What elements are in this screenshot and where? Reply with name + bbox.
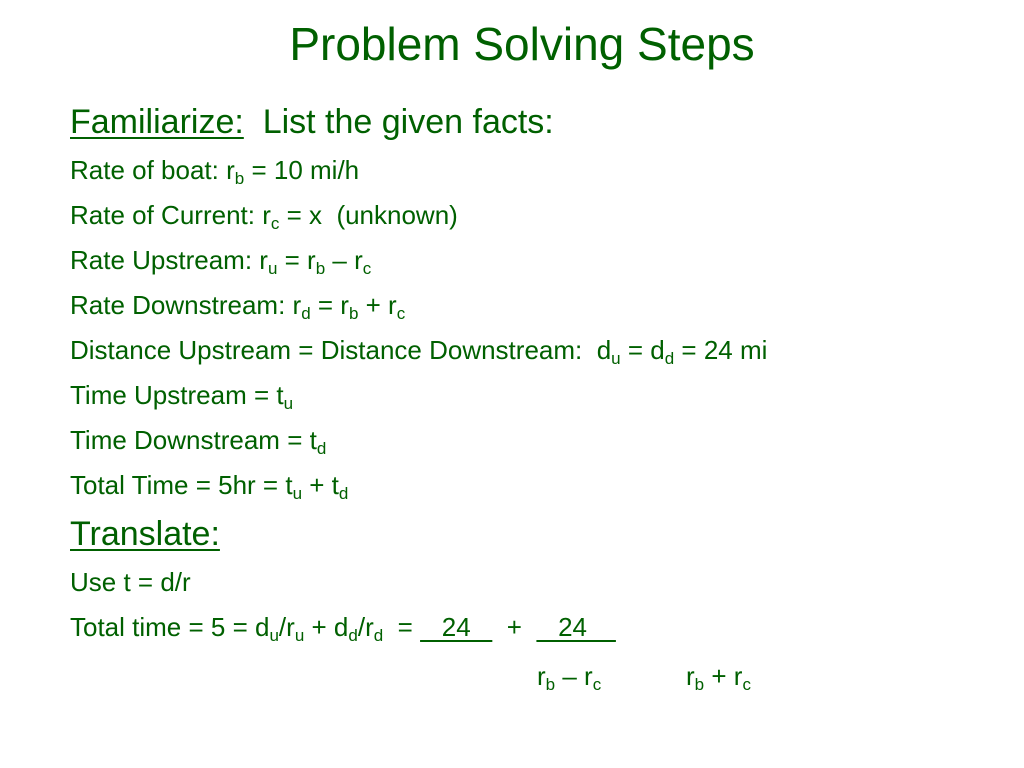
subscript: u — [283, 394, 294, 413]
fact-text: = d — [620, 335, 665, 365]
subscript: d — [338, 484, 349, 503]
fact-rate-upstream — [70, 238, 1010, 283]
denominator-text: r — [537, 661, 546, 691]
subscript: u — [269, 626, 279, 645]
familiarize-heading-line — [70, 96, 1010, 148]
subscript: d — [373, 626, 384, 645]
fact-distance — [70, 328, 1010, 373]
fact-text: = 24 mi — [674, 335, 768, 365]
fact-text: Time Downstream = t — [70, 425, 317, 455]
fact-rate-boat — [70, 148, 1010, 193]
fact-text: Rate of boat: r — [70, 155, 235, 185]
fact-text: + t — [302, 470, 339, 500]
fact-text: – r — [325, 245, 363, 275]
subscript: c — [396, 304, 406, 323]
slide-title: Problem Solving Steps — [289, 18, 755, 70]
fraction-numerator: 24 — [536, 612, 616, 642]
subscript: b — [234, 169, 245, 188]
subscript: d — [316, 439, 327, 458]
fact-total-time — [70, 463, 1010, 508]
subscript: u — [267, 259, 278, 278]
equation-plus: + — [492, 612, 537, 642]
subscript: c — [362, 259, 372, 278]
subscript: c — [270, 214, 280, 233]
fraction-denominator-1 — [537, 656, 601, 696]
subscript: b — [694, 675, 705, 694]
fact-text: Distance Upstream = Distance Downstream: d — [70, 335, 612, 365]
denominator-text: r — [686, 661, 695, 691]
equation-text: Total time = 5 = d — [70, 612, 270, 642]
subscript: c — [592, 675, 602, 694]
subscript: d — [301, 304, 311, 323]
subscript: c — [742, 675, 751, 694]
use-formula: Use t = d/r — [70, 567, 191, 597]
fact-time-downstream — [70, 418, 1010, 463]
slide-body — [70, 96, 1010, 650]
fact-text: = r — [310, 290, 349, 320]
equation-text: = — [383, 612, 421, 642]
fact-time-upstream — [70, 373, 1010, 418]
fact-text: = 10 mi/h — [244, 155, 360, 185]
subscript: u — [611, 349, 621, 368]
subscript: u — [292, 484, 303, 503]
familiarize-heading: Familiarize: — [70, 103, 244, 141]
subscript: b — [545, 675, 556, 694]
fact-text: + r — [358, 290, 397, 320]
fact-text: = r — [277, 245, 316, 275]
fraction-numerator: 24 — [420, 612, 493, 642]
fact-text: = x (unknown) — [279, 200, 458, 230]
translate-heading: Translate: — [70, 515, 220, 553]
fact-text: Rate Upstream: r — [70, 245, 268, 275]
subscript: b — [348, 304, 359, 323]
subscript: b — [315, 259, 326, 278]
fact-text: Time Upstream = t — [70, 380, 284, 410]
subscript: d — [348, 626, 358, 645]
fact-text: Rate Downstream: r — [70, 290, 302, 320]
equation-text: /r — [357, 612, 374, 642]
equation-text: + d — [304, 612, 349, 642]
fact-rate-current — [70, 193, 1010, 238]
familiarize-intro: List the given facts: — [243, 103, 554, 141]
fact-text: Rate of Current: r — [70, 200, 271, 230]
subscript: u — [294, 626, 305, 645]
subscript: d — [664, 349, 675, 368]
fact-text: Total Time = 5hr = t — [70, 470, 293, 500]
equation-line — [70, 605, 1010, 650]
fact-rate-downstream — [70, 283, 1010, 328]
denominator-text: – r — [555, 661, 593, 691]
fraction-denominator-2 — [686, 656, 751, 696]
equation-text: /r — [278, 612, 295, 642]
denominator-text: + r — [704, 661, 743, 691]
translate-heading-line — [70, 508, 1010, 560]
